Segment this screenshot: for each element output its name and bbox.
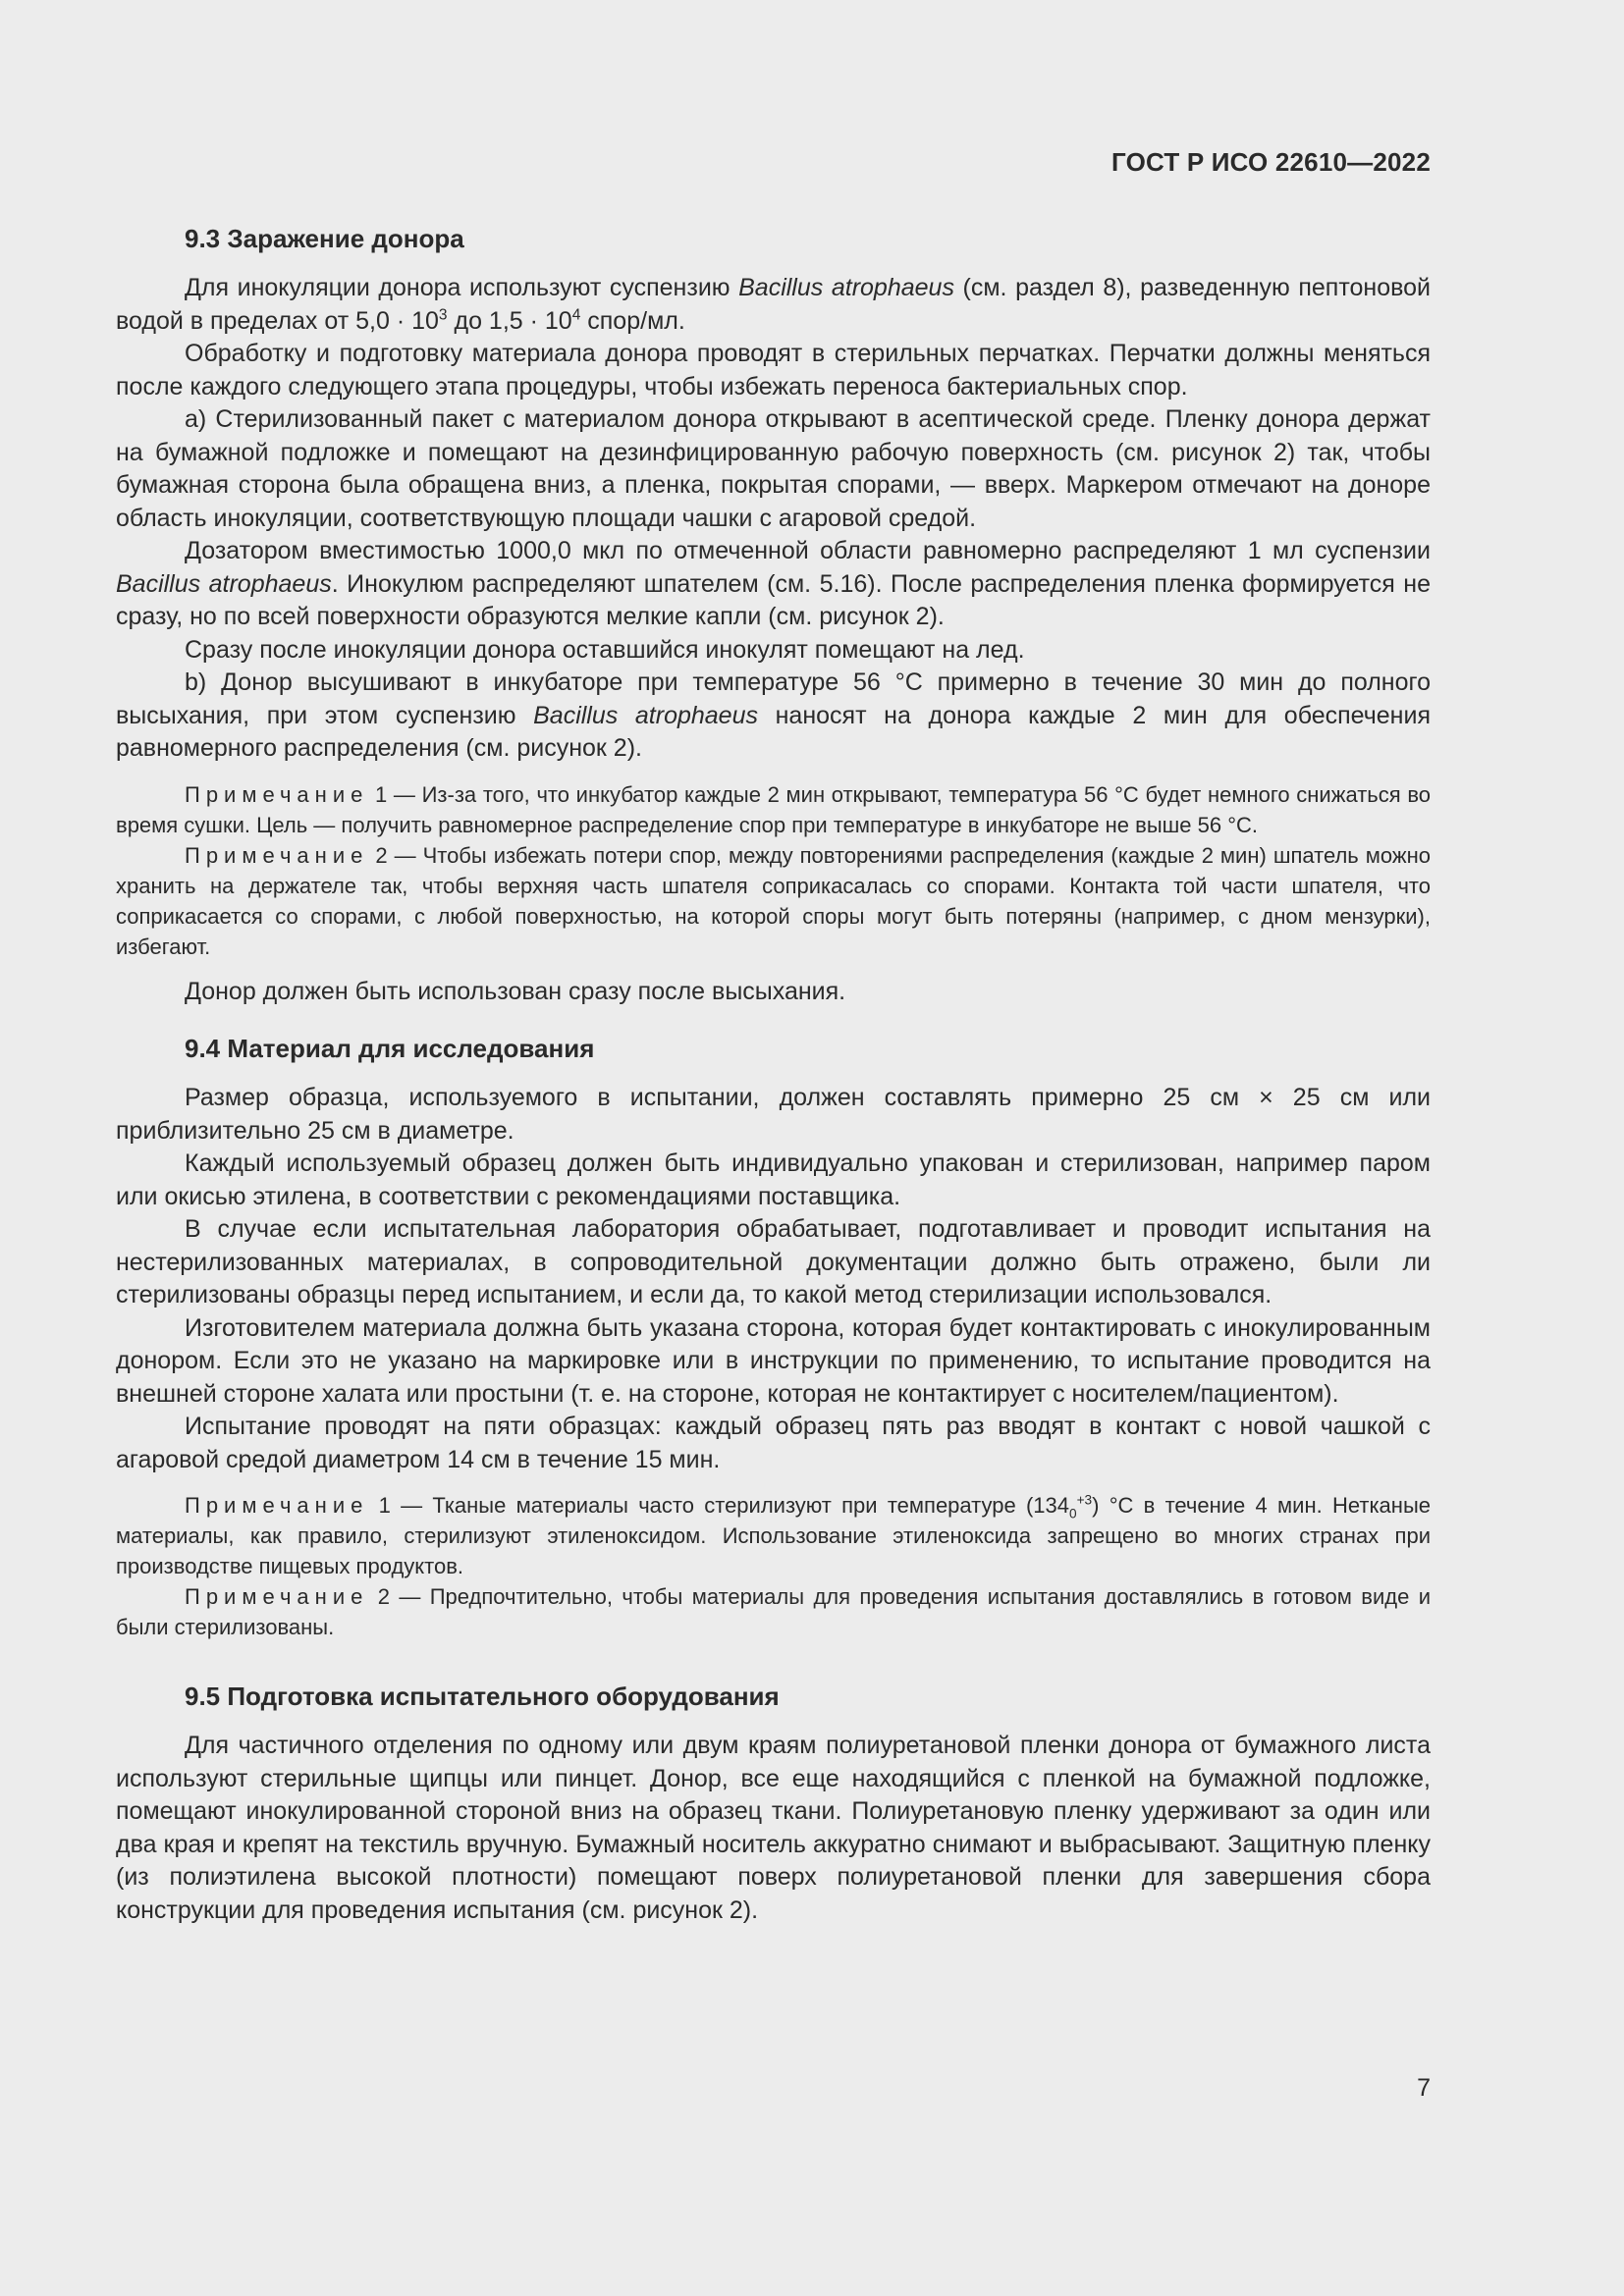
note-1: Примечание 1 — Из-за того, что инкубатор каждые 2 мин открывают, температура 56 °C будет немного снижаться во время сушки. Цель — получить равномерное распределение спор при температуре в инкубаторе не выше 56 °C. (116, 781, 1431, 837)
paragraph: Размер образца, используемого в испытании, должен составлять примерно 25 см × 25 см или приблизительно 25 см в диаметре. (116, 1084, 1431, 1145)
paragraph: Донор должен быть использован сразу после высыхания. (185, 977, 846, 1005)
section-heading-9-3: 9.3 Заражение донора (185, 224, 464, 253)
paragraph: Обработку и подготовку материала донора проводят в стерильных перчатках. Перчатки должны меняться после каждого следующего этапа процедуры, чтобы избежать переноса бактериальных спор. (116, 340, 1431, 400)
note-label: Примечание (185, 1493, 369, 1518)
note-2: Примечание 2 — Чтобы избежать потери спор, между повторениями распределения (каждые 2 мин) шпатель можно хранить на держателе так, чтобы верхняя часть шпателя соприкасалась со спорами. Контакта той части шпателя, что соприкасается со спорами, с любой поверхностью, на которой споры могут быть потеряны (например, с дном мензурки), избегают. (116, 842, 1431, 959)
section-heading-9-4: 9.4 Материал для исследования (185, 1034, 595, 1063)
note-2: Примечание 2 — Предпочтительно, чтобы материалы для проведения испытания доставлялись в готовом виде и были стерилизованы. (116, 1584, 1431, 1639)
paragraph: Сразу после инокуляции донора оставшийся инокулят помещают на лед. (185, 635, 1025, 664)
paragraph: Каждый используемый образец должен быть индивидуально упакован и стерилизован, например паром или окисью этилена, в соответствии с рекомендациями поставщика. (116, 1149, 1431, 1210)
paragraph-item-a: a) Стерилизованный пакет с материалом донора открывают в асептической среде. Пленку донора держат на бумажной подложке и помещают на дезинфицированную рабочую поверхность (см. рисунок 2) так, чтобы бумажная сторона была обращена вниз, а пленка, покрытая спорами, — вверх. Маркером отмечают на доноре область инокуляции, соответствующую площади чашки с агаровой средой. (116, 405, 1431, 532)
note-label: Примечание (185, 781, 369, 807)
section-heading-9-5: 9.5 Подготовка испытательного оборудования (185, 1682, 780, 1711)
standard-designation: ГОСТ Р ИСО 22610—2022 (1110, 147, 1431, 177)
note-1: Примечание 1 — Тканые материалы часто стерилизуют при температуре $(134_0^{+3})$ °C в течение 4 мин. Нетканые материалы, как правило, стерилизуют этиленоксидом. Использование этиленоксида запрещено во многих странах при производстве пищевых продуктов. (116, 1492, 1431, 1578)
paragraph: Испытание проводят на пяти образцах: каждый образец пять раз вводят в контакт с новой чашкой с агаровой средой диаметром 14 см в течение 15 мин. (116, 1413, 1431, 1473)
note-label: Примечание (185, 1584, 369, 1609)
paragraph: В случае если испытательная лаборатория обрабатывает, подготавливает и проводит испытания на нестерилизованных материалах, в сопроводительной документации должно быть отражено, были ли стерилизованы образцы перед испытанием, и если да, то какой метод стерилизации использовался. (116, 1215, 1431, 1308)
paragraph: Изготовителем материала должна быть указана сторона, которая будет контактировать с инокулированным донором. Если это не указано на маркировке или в инструкции по применению, то испытание проводится на внешней стороне халата или простыни (т. е. на стороне, которая не контактирует с носителем/пациентом). (116, 1313, 1431, 1408)
paragraph-item-b: b) Донор высушивают в инкубаторе при температуре 56 °C примерно в течение 30 мин до полного высыхания, при этом суспензию Bacillus atrophaeus наносят на донора каждые 2 мин для обеспечения равномерного распределения (см. рисунок 2). (116, 668, 1431, 762)
paragraph: Для инокуляции донора используют суспензию Bacillus atrophaeus (см. раздел 8), разведенную пептоновой водой в пределах от $5,0 \cdot 10^3$ до $1,5 \cdot 10^4$ спор/мл. (116, 274, 1431, 335)
page-number: 7 (1417, 2074, 1431, 2102)
note-label: Примечание (185, 842, 369, 868)
page-body (116, 222, 1431, 1927)
paragraph: Для частичного отделения по одному или двум краям полиуретановой пленки донора от бумажного листа используют стерильные щипцы или пинцет. Донор, все еще находящийся с пленкой на бумажной подложке, помещают инокулированной стороной вниз на образец ткани. Полиуретановую пленку удерживают за один или два края и крепят на текстиль вручную. Бумажный носитель аккуратно снимают и выбрасывают. Защитную пленку (из полиэтилена высокой плотности) помещают поверх полиуретановой пленки для завершения сбора конструкции для проведения испытания (см. рисунок 2). (116, 1732, 1431, 1924)
paragraph: Дозатором вместимостью 1000,0 мкл по отмеченной области равномерно распределяют 1 мл суспензии Bacillus atrophaeus. Инокулюм распределяют шпателем (см. 5.16). После распределения пленка формируется не сразу, но по всей поверхности образуются мелкие капли (см. рисунок 2). (116, 537, 1431, 630)
